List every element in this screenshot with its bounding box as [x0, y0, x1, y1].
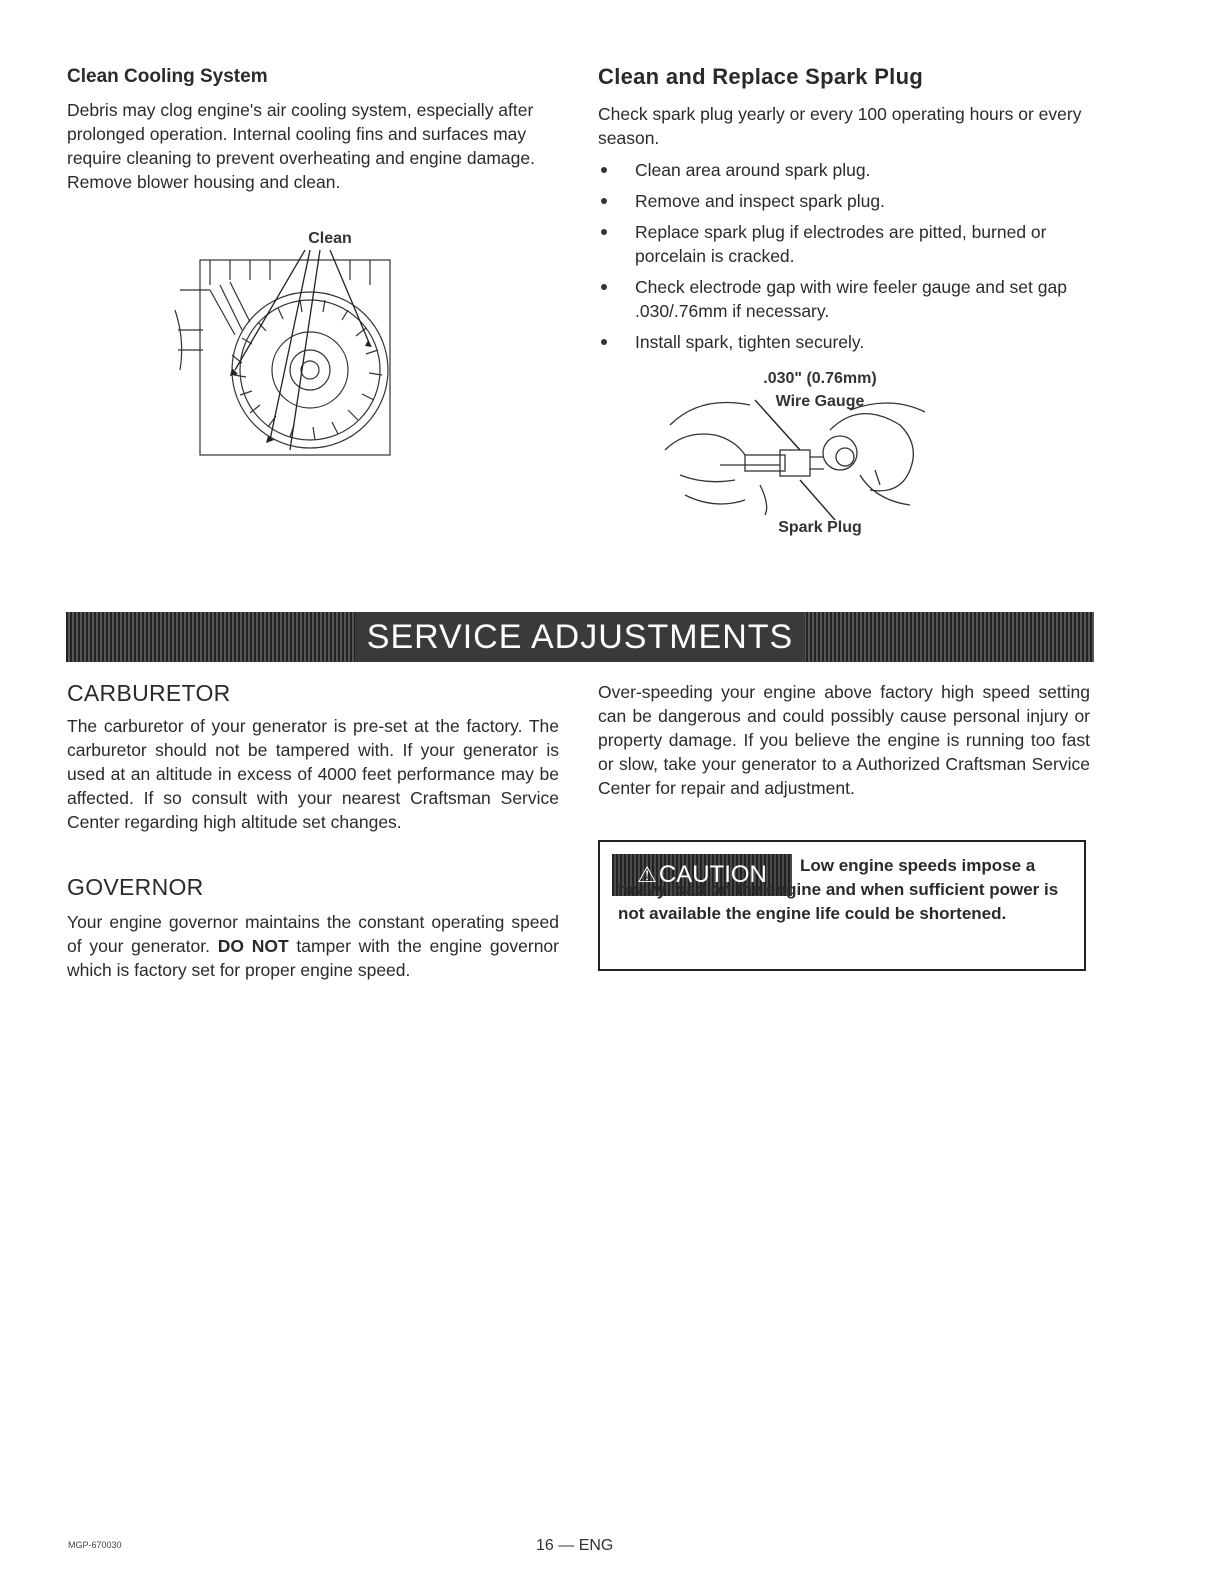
spark-intro: Check spark plug yearly or every 100 operating hours or every season.	[598, 104, 1082, 148]
list-item: Remove and inspect spark plug.	[598, 189, 1090, 213]
bullet-icon	[601, 284, 607, 290]
section-banner	[66, 612, 1094, 662]
spark-figure-label-gauge: Wire Gauge	[775, 393, 865, 410]
footer-doc-code: MGP-670030	[68, 1540, 122, 1550]
spark-figure-label-gap: .030" (0.76mm)	[763, 370, 877, 387]
caution-badge: ⚠ CAUTION	[612, 854, 792, 896]
bullet-icon	[601, 198, 607, 204]
governor-warning-emphasis: DO NOT	[217, 936, 289, 956]
governor-body: Your engine governor maintains the constant operating speed of your generator. DO NOT tamper with the engine governor which is factory set for proper engine speed.	[67, 912, 559, 980]
governor-title: GOVERNOR	[67, 874, 204, 900]
bullet-icon	[601, 339, 607, 345]
cooling-figure-label: Clean	[308, 230, 352, 247]
caution-box	[598, 840, 1086, 971]
spark-plug-gauge-illustration	[660, 395, 930, 520]
warning-triangle-icon: ⚠	[637, 862, 657, 887]
section-banner-title: SERVICE ADJUSTMENTS	[355, 612, 805, 662]
cooling-body: Debris may clog engine's air cooling system, especially after prolonged operation. Internal cooling fins and surfaces may require cleaning to prevent overheating and engine damage. Remove blower housing and clean.	[67, 100, 535, 192]
bullet-icon	[601, 229, 607, 235]
spark-steps-list	[598, 158, 1090, 361]
spark-figure-label-plug: Spark Plug	[778, 519, 862, 536]
spark-title: Clean and Replace Spark Plug	[598, 64, 924, 89]
footer-page-number: 16 — ENG	[536, 1537, 614, 1554]
engine-blower-illustration	[170, 250, 400, 460]
caution-text: Low engine speeds impose a heavy load on the engine and when sufficient power is not available the engine life could be shortened.	[618, 856, 1059, 923]
bullet-icon	[601, 167, 607, 173]
carburetor-body: The carburetor of your generator is pre-set at the factory. The carburetor should not be tampered with. If your generator is used at an altitude in excess of 4000 feet performance may be affected. If so consult with your nearest Craftsman Service Center regarding high altitude set changes.	[67, 716, 559, 832]
list-item: Check electrode gap with wire feeler gauge and set gap .030/.76mm if necessary.	[598, 275, 1090, 323]
list-item: Clean area around spark plug.	[598, 158, 1090, 182]
list-item: Replace spark plug if electrodes are pitted, burned or porcelain is cracked.	[598, 220, 1090, 268]
list-item: Install spark, tighten securely.	[598, 330, 1090, 354]
carburetor-title: CARBURETOR	[67, 680, 231, 706]
cooling-title: Clean Cooling System	[67, 66, 268, 87]
overspeed-body: Over-speeding your engine above factory high speed setting can be dangerous and could possibly cause personal injury or property damage. If you believe the engine is running too fast or slow, take your generator to a Authorized Craftsman Service Center for repair and adjustment.	[598, 682, 1090, 798]
